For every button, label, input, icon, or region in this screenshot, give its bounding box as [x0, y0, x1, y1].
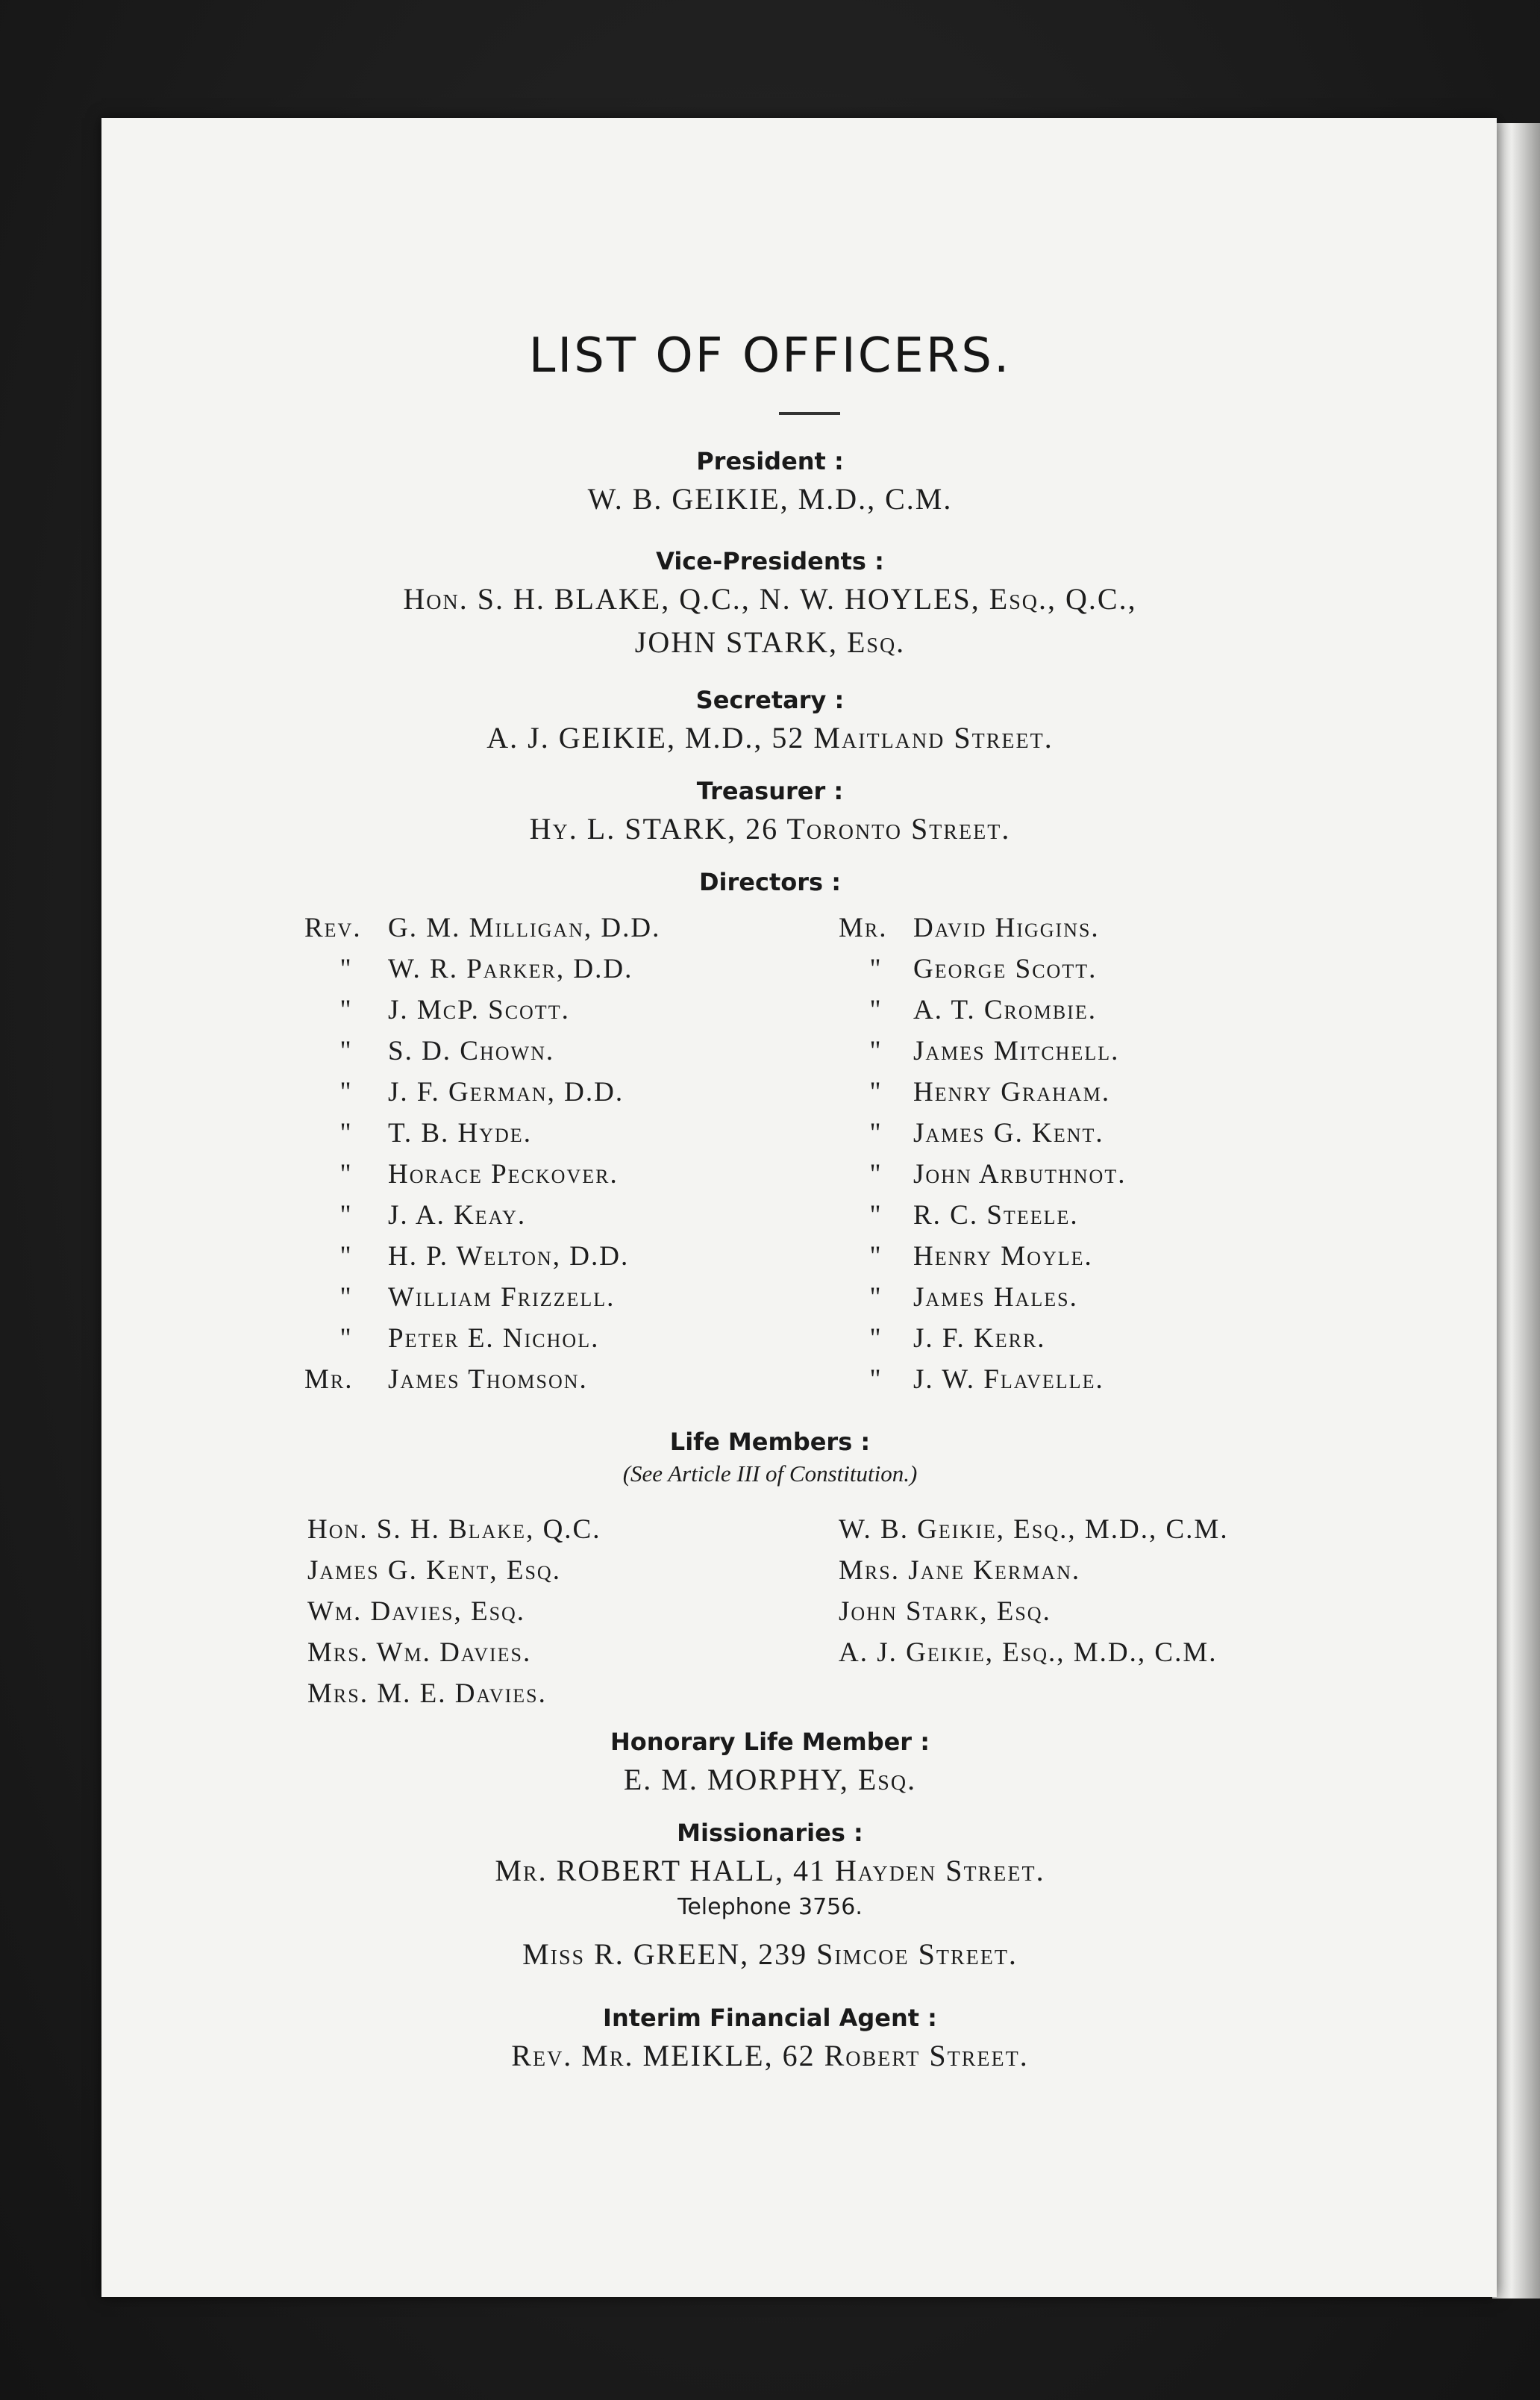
president-section [0, 445, 1540, 521]
list-item-text: " [339, 1118, 353, 1149]
directors-section [0, 866, 1540, 899]
list-item [304, 1072, 660, 1113]
treasurer-heading: Treasurer : [696, 777, 844, 805]
missionaries-heading: Missionaries : [677, 1819, 863, 1847]
list-item-text: Mr. [839, 913, 888, 943]
list-item-text: " [339, 1159, 353, 1190]
list-item: W. B. Geikie, Esq., M.D., C.M. [839, 1514, 1229, 1545]
list-item-text: S. D. Chown. [388, 1036, 555, 1066]
list-item-text: " [339, 1323, 353, 1354]
list-item [839, 1195, 1126, 1236]
life-members-left-column [307, 1509, 601, 1714]
list-item-text: " [869, 1036, 883, 1066]
president-name: W. B. GEIKIE, M.D., C.M. [587, 482, 953, 516]
list-item [304, 1154, 660, 1195]
list-item: James G. Kent, Esq. [307, 1555, 561, 1586]
missionary-phone: Telephone 3756. [677, 1894, 863, 1920]
list-item-text: H. P. Welton, D.D. [388, 1241, 630, 1272]
list-item-text: " [869, 1282, 883, 1313]
list-item-text: Rev. [304, 913, 362, 943]
list-item: Hon. S. H. Blake, Q.C. [307, 1514, 601, 1545]
list-item-text: James Mitchell. [913, 1036, 1120, 1066]
life-members-section [0, 1425, 1540, 1490]
list-item [839, 949, 1126, 990]
list-item [304, 1277, 660, 1318]
list-item-text: George Scott. [913, 954, 1098, 984]
list-item-text: John Arbuthnot. [913, 1159, 1127, 1190]
vice-presidents-line1: Hon. S. H. BLAKE, Q.C., N. W. HOYLES, Esq., Q.C., [403, 582, 1137, 616]
missionaries-section [0, 1816, 1540, 1976]
list-item [839, 1277, 1126, 1318]
list-item-text: J. A. Keay. [388, 1200, 527, 1231]
list-item-text: J. W. Flavelle. [913, 1364, 1104, 1395]
list-item-text: " [869, 1118, 883, 1149]
honorary-life-member-section [0, 1725, 1540, 1801]
list-item-text: William Frizzell. [388, 1282, 616, 1313]
list-item [304, 1236, 660, 1277]
financial-agent-heading: Interim Financial Agent : [603, 2004, 937, 2032]
list-item-text: " [869, 995, 883, 1025]
list-item-text: A. T. Crombie. [913, 995, 1097, 1025]
list-item-text: T. B. Hyde. [388, 1118, 532, 1149]
president-heading: President : [696, 447, 844, 475]
directors-left-column [304, 907, 660, 1400]
list-item [839, 1154, 1126, 1195]
list-item [839, 1318, 1126, 1359]
list-item-text: J. F. Kerr. [913, 1323, 1046, 1354]
list-item [839, 1113, 1126, 1154]
list-item [304, 990, 660, 1031]
list-item: Mrs. Jane Kerman. [839, 1555, 1081, 1586]
list-item [304, 1113, 660, 1154]
list-item: A. J. Geikie, Esq., M.D., C.M. [839, 1637, 1218, 1668]
honorary-life-member-name: E. M. MORPHY, Esq. [623, 1763, 917, 1796]
missionary-line2: Miss R. GREEN, 239 Simcoe Street. [522, 1937, 1018, 1971]
list-item-text: Peter E. Nichol. [388, 1323, 600, 1354]
list-item [839, 1031, 1126, 1072]
treasurer-name: Hy. L. STARK, 26 Toronto Street. [529, 812, 1011, 846]
list-item-text: " [339, 1200, 353, 1231]
list-item [304, 1195, 660, 1236]
list-item-text: J. McP. Scott. [388, 995, 570, 1025]
list-item [839, 1236, 1126, 1277]
life-members-right-column [839, 1509, 1229, 1673]
missionary-line1: Mr. ROBERT HALL, 41 Hayden Street. [495, 1854, 1045, 1887]
page-title: LIST OF OFFICERS. [528, 328, 1012, 384]
financial-agent-section [0, 2001, 1540, 2078]
list-item-text: James Thomson. [388, 1364, 588, 1395]
list-item-text: " [869, 1159, 883, 1190]
secretary-heading: Secretary : [695, 686, 845, 714]
list-item-text: G. M. Milligan, D.D. [388, 913, 661, 943]
list-item [304, 1031, 660, 1072]
vice-presidents-section [0, 545, 1540, 664]
list-item [304, 949, 660, 990]
title-divider [779, 412, 840, 415]
list-item-text: Henry Graham. [913, 1077, 1111, 1107]
vice-presidents-line2: JOHN STARK, Esq. [634, 625, 906, 659]
list-item-text: " [339, 995, 353, 1025]
list-item-text: Henry Moyle. [913, 1241, 1093, 1272]
list-item-text: Horace Peckover. [388, 1159, 619, 1190]
list-item: John Stark, Esq. [839, 1596, 1051, 1627]
directors-right-column [839, 907, 1126, 1400]
financial-agent-name: Rev. Mr. MEIKLE, 62 Robert Street. [511, 2039, 1029, 2072]
list-item-text: " [339, 1282, 353, 1313]
list-item-text: " [869, 1364, 883, 1395]
list-item-text: J. F. German, D.D. [388, 1077, 625, 1107]
list-item-text: Mr. [304, 1364, 354, 1395]
honorary-life-member-heading: Honorary Life Member : [610, 1728, 930, 1756]
list-item [839, 1359, 1126, 1400]
list-item-text: " [869, 1200, 883, 1231]
list-item-text: " [339, 1077, 353, 1107]
secretary-name: A. J. GEIKIE, M.D., 52 Maitland Street. [486, 721, 1054, 754]
life-members-heading: Life Members : [669, 1428, 871, 1456]
list-item-text: " [339, 954, 353, 984]
vice-presidents-heading: Vice-Presidents : [656, 547, 884, 575]
list-item-text: James Hales. [913, 1282, 1078, 1313]
list-item-text: " [339, 1036, 353, 1066]
list-item-text: " [869, 1241, 883, 1272]
list-item [304, 1359, 660, 1400]
list-item [839, 990, 1126, 1031]
list-item [839, 907, 1126, 949]
list-item: Wm. Davies, Esq. [307, 1596, 526, 1627]
list-item-text: " [869, 1077, 883, 1107]
list-item [839, 1072, 1126, 1113]
list-item: Mrs. M. E. Davies. [307, 1678, 547, 1709]
list-item-text: " [869, 1323, 883, 1354]
secretary-section [0, 684, 1540, 760]
list-item-text: David Higgins. [913, 913, 1100, 943]
life-members-note: (See Article III of Constitution.) [622, 1460, 918, 1487]
directors-heading: Directors : [698, 868, 842, 896]
list-item [304, 1318, 660, 1359]
list-item: Mrs. Wm. Davies. [307, 1637, 532, 1668]
list-item-text: " [869, 954, 883, 984]
list-item-text: James G. Kent. [913, 1118, 1104, 1149]
list-item-text: R. C. Steele. [913, 1200, 1079, 1231]
list-item-text: " [339, 1241, 353, 1272]
list-item [304, 907, 660, 949]
treasurer-section [0, 775, 1540, 851]
list-item-text: W. R. Parker, D.D. [388, 954, 633, 984]
